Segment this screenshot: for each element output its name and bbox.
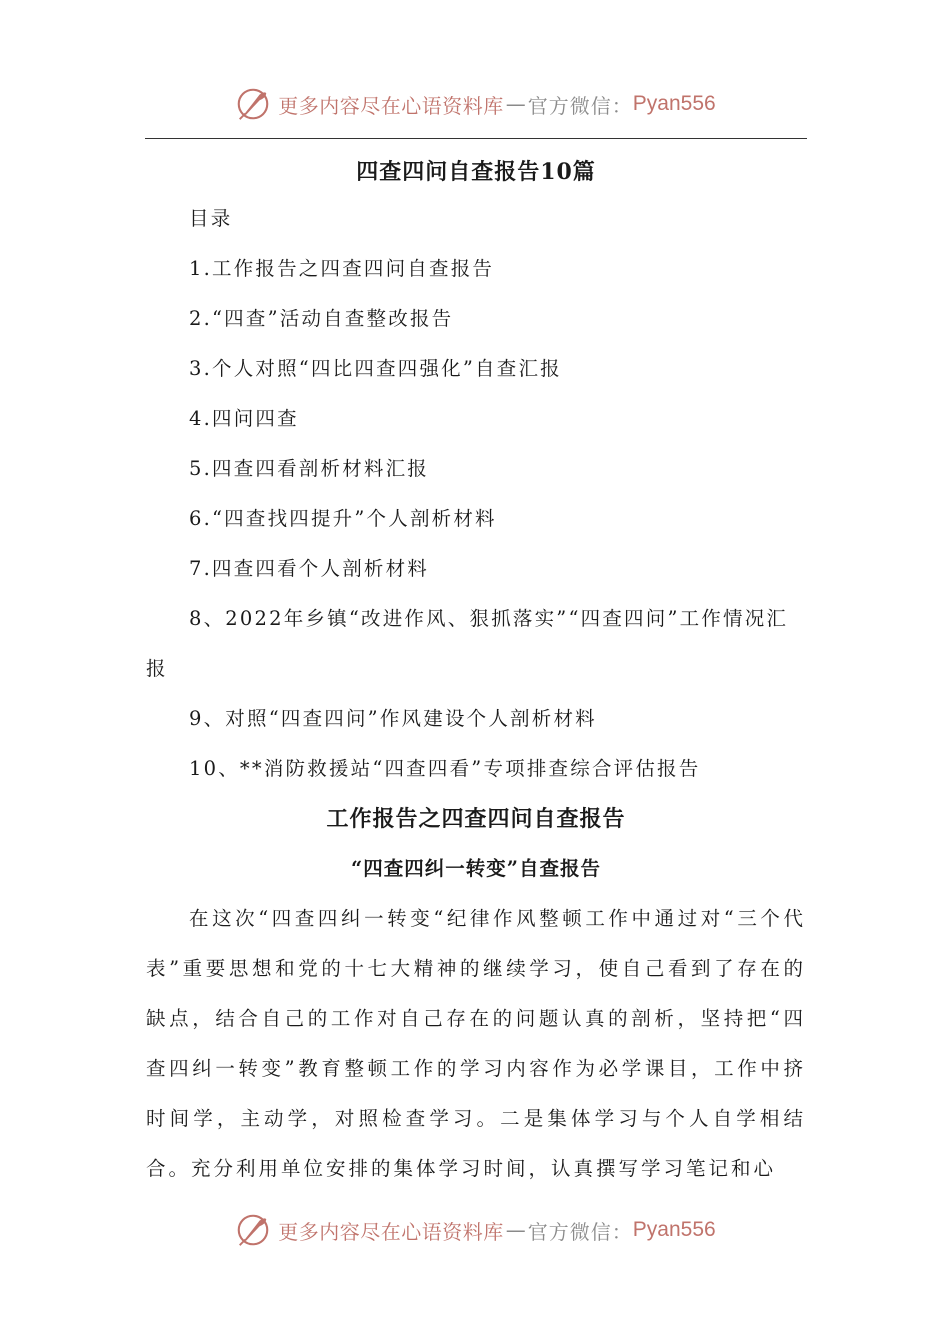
toc-item: 6.“四查找四提升”个人剖析材料 <box>189 507 497 530</box>
document-title: 四查四问自查报告10篇 <box>356 159 596 185</box>
document-body <box>146 150 806 1194</box>
section-title: 工作报告之四查四问自查报告 <box>326 806 626 832</box>
quill-logo-icon <box>234 85 272 123</box>
banner-wechat-label: 官方微信： <box>527 1219 633 1244</box>
toc-item: 9、对照“四查四问”作风建设个人剖析材料 <box>189 707 597 730</box>
banner-wechat-id: Pyan556 <box>632 1218 716 1241</box>
banner-separator: — <box>505 1218 526 1242</box>
banner-wechat-id: Pyan556 <box>632 92 716 115</box>
toc-item: 7.四查四看个人剖析材料 <box>189 557 430 580</box>
banner-wechat-label: 官方微信： <box>527 93 633 118</box>
quill-logo-icon <box>234 1211 272 1249</box>
toc-item: 4.四问四查 <box>189 407 299 430</box>
toc-item: 10、**消防救援站“四查四看”专项排查综合评估报告 <box>189 757 701 780</box>
table-of-contents <box>146 244 806 794</box>
toc-item: 5.四查四看剖析材料汇报 <box>189 457 430 480</box>
footer-banner <box>0 1210 950 1250</box>
section-subtitle: “四查四纠一转变”自查报告 <box>351 857 601 880</box>
toc-item: 3.个人对照“四比四查四强化”自查汇报 <box>189 357 562 380</box>
header-divider <box>145 138 807 139</box>
banner-site-text: 更多内容尽在心语资料库 <box>278 93 504 118</box>
toc-heading: 目录 <box>189 207 233 230</box>
toc-item: 2.“四查”活动自查整改报告 <box>189 307 454 330</box>
banner-site-text: 更多内容尽在心语资料库 <box>278 1219 504 1244</box>
header-banner <box>0 84 950 124</box>
toc-item: 1.工作报告之四查四问自查报告 <box>189 257 495 280</box>
body-paragraph: 在这次“四查四纠一转变“纪律作风整顿工作中通过对“三个代表”重要思想和党的十七大精神的继续学习，使自己看到了存在的缺点，结合自己的工作对自己存在的问题认真的剖析，坚持把“四查四纠一转变”教育整顿工作的学习内容作为必学课目，工作中挤时间学，主动学，对照检查学习。二是集体学习与个人自学相结合。充分利用单位安排的集体学习时间，认真撰写学习笔记和心 <box>146 907 806 1180</box>
banner-separator: — <box>505 92 526 116</box>
toc-item: 8、2022年乡镇“改进作风、狠抓落实”“四查四问”工作情况汇报 <box>146 607 789 680</box>
